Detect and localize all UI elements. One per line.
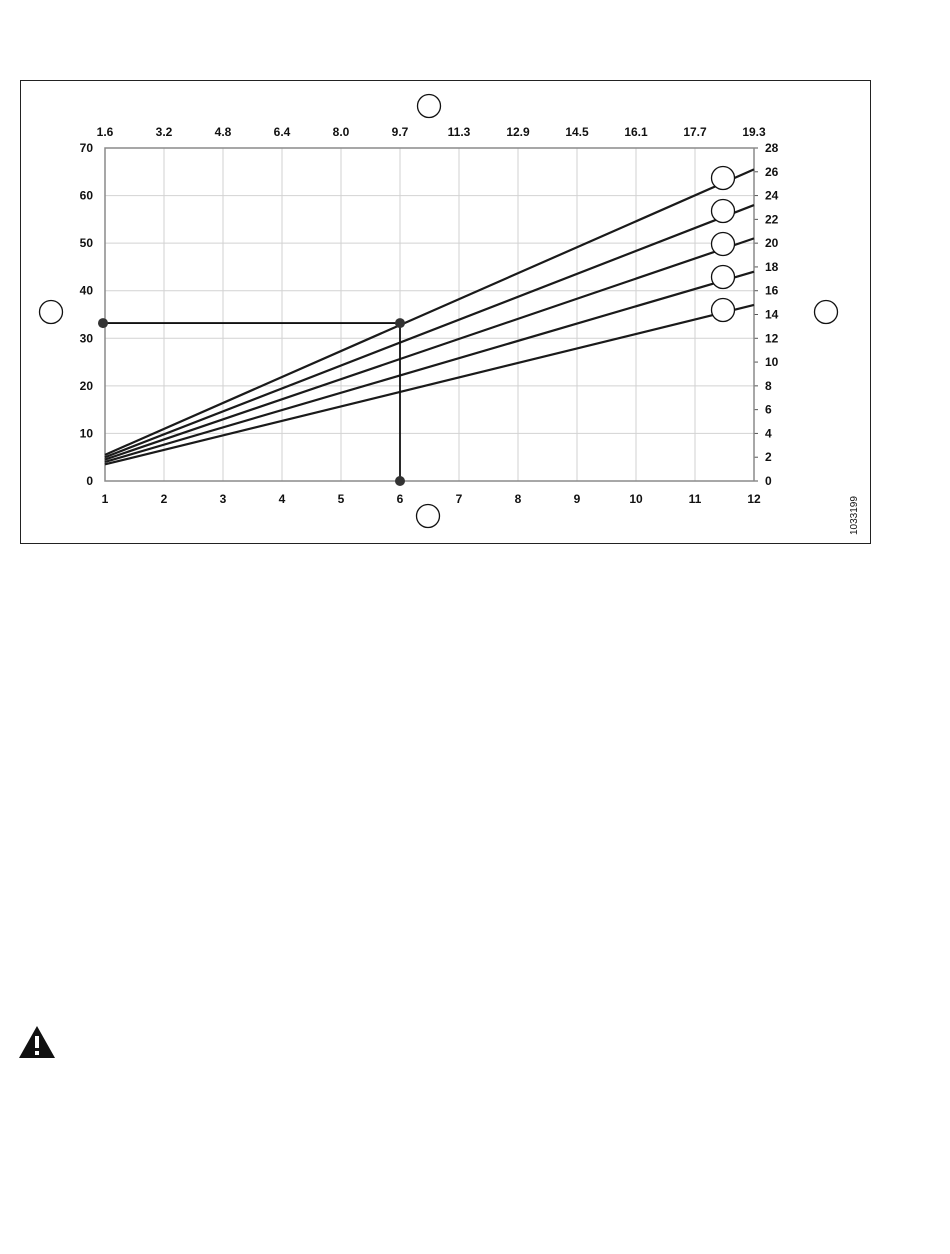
y2-tick-label: 6: [765, 402, 772, 417]
y2-tick-label: 22: [765, 212, 779, 227]
x-tick-label: 6: [396, 492, 404, 506]
y2-tick-label: 12: [765, 331, 779, 346]
reference-point: [395, 476, 405, 486]
y-tick-label: 70: [79, 141, 93, 155]
x2-tick-label: 16.1: [624, 125, 648, 139]
y-tick-label: 20: [79, 378, 93, 393]
x2-tick-label: 1.6: [96, 125, 114, 139]
y2-tick-label: 24: [765, 188, 779, 203]
callout-circle-icon: [417, 505, 440, 528]
y2-tick-label: 4: [765, 426, 772, 441]
x2-tick-label: 6.4: [273, 125, 291, 139]
y-tick-label: 50: [79, 236, 93, 251]
callout-circle-icon: [815, 301, 838, 324]
y-tick-label: 0: [86, 474, 93, 488]
y2-tick-label: 26: [765, 164, 779, 179]
x-tick-label: 8: [514, 492, 522, 506]
x2-tick-label: 14.5: [565, 125, 589, 139]
x2-tick-label: 8.0: [332, 125, 350, 139]
y2-tick-label: 10: [765, 355, 779, 370]
y2-tick-label: 20: [765, 236, 779, 251]
reference-point: [395, 318, 405, 328]
x-tick-label: 3: [219, 492, 227, 506]
y-tick-label: 40: [79, 283, 93, 298]
x-tick-label: 9: [573, 492, 581, 506]
figure-id: 1033199: [849, 496, 860, 535]
x2-tick-label: 17.7: [683, 125, 707, 139]
y2-tick-label: 18: [765, 259, 779, 274]
x-tick-label: 11: [688, 492, 702, 506]
x-tick-label: 10: [629, 492, 643, 506]
x2-tick-label: 9.7: [391, 125, 409, 139]
x-tick-label: 1: [101, 492, 109, 506]
x-tick-label: 7: [455, 492, 463, 506]
y2-tick-label: 16: [765, 283, 779, 298]
y-tick-label: 10: [79, 426, 93, 441]
y2-tick-label: 8: [765, 378, 772, 393]
y2-tick-label: 28: [765, 141, 779, 155]
reference-point: [98, 318, 108, 328]
x2-tick-label: 12.9: [506, 125, 530, 139]
figure-frame: [21, 81, 871, 544]
callout-circle-icon: [418, 95, 441, 118]
callout-circle-icon: [712, 200, 735, 223]
x2-tick-label: 11.3: [447, 125, 471, 139]
callout-circle-icon: [40, 301, 63, 324]
x-tick-label: 12: [747, 492, 761, 506]
callout-circle-icon: [712, 299, 735, 322]
x-tick-label: 4: [278, 492, 286, 506]
x2-tick-label: 4.8: [214, 125, 232, 139]
callout-circle-icon: [712, 233, 735, 256]
x-tick-label: 2: [160, 492, 168, 506]
y-tick-label: 60: [79, 188, 93, 203]
y2-tick-label: 0: [765, 474, 772, 488]
warning-triangle-icon: [18, 1025, 56, 1059]
callout-circle-icon: [712, 266, 735, 289]
x2-tick-label: 3.2: [155, 125, 173, 139]
y2-tick-label: 14: [765, 307, 779, 322]
y2-tick-label: 2: [765, 450, 772, 465]
x-tick-label: 5: [337, 492, 345, 506]
y-tick-label: 30: [79, 331, 93, 346]
x2-tick-label: 19.3: [742, 125, 766, 139]
callout-circle-icon: [712, 167, 735, 190]
